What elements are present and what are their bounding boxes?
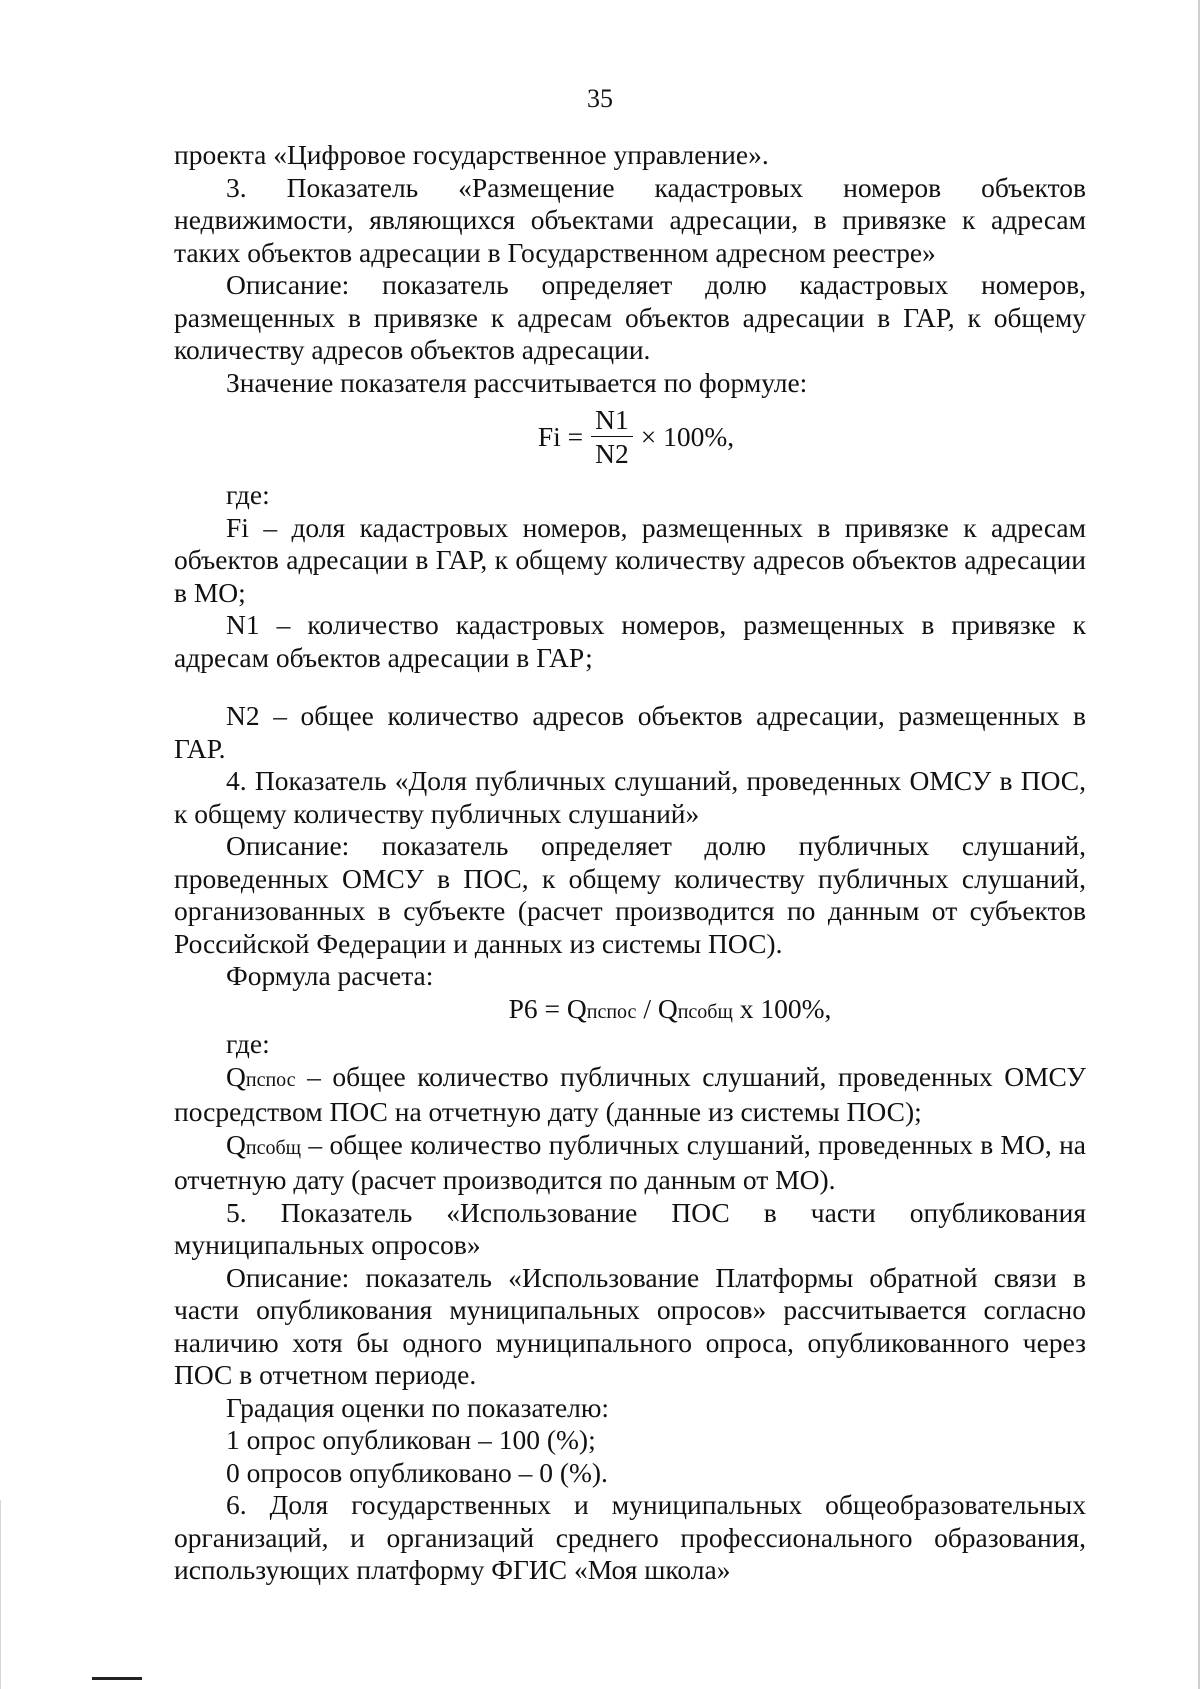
- paragraph: 0 опросов опубликовано – 0 (%).: [226, 1456, 608, 1488]
- paragraph: Описание: показатель определяет долю кадастровых номеров, размещенных в привязке к адресам объектов адресации в ГАР, к общему количеству адресов объектов адресации.: [174, 269, 1086, 365]
- paragraph: [174, 1129, 1086, 1197]
- page-number: 35: [587, 84, 613, 113]
- variable-symbol: Q: [226, 1060, 246, 1092]
- paragraph: 3. Показатель «Размещение кадастровых номеров объектов недвижимости, являющихся объектами адресации, в привязке к адресам таких объектов адресации в Государственном адресном реестре»: [174, 171, 1086, 268]
- where-label: где:: [226, 479, 270, 510]
- paragraph: [174, 1061, 1086, 1129]
- formula-fi: [174, 401, 1086, 473]
- paragraph: N2 – общее количество адресов объектов адресации, размещенных в ГАР.: [174, 700, 1086, 764]
- formula-subscript: пспос: [586, 1000, 637, 1023]
- formula-rhs: x 100%,: [732, 992, 832, 1024]
- formula-var: Q: [657, 992, 678, 1024]
- formula-lhs: P6 =: [508, 992, 567, 1024]
- variable-subscript: пспос: [245, 1068, 296, 1091]
- paragraph: Значение показателя рассчитывается по формуле:: [226, 366, 808, 398]
- variable-symbol: Q: [226, 1128, 246, 1160]
- paragraph: 4. Показатель «Доля публичных слушаний, проведенных ОМСУ в ПОС, к общему количеству публичных слушаний»: [174, 765, 1086, 829]
- formula-p6: [174, 993, 1086, 1029]
- formula-subscript: псобщ: [677, 1000, 733, 1023]
- scan-artifact: [0, 1500, 1, 1689]
- formula-rhs: × 100%,: [640, 420, 735, 452]
- paragraph: 6. Доля государственных и муниципальных общеобразовательных организаций, и организаций среднего профессионального образования, использующих платформу ФГИС «Моя школа»: [174, 1489, 1086, 1585]
- paragraph: Градация оценки по показателю:: [226, 1391, 610, 1423]
- variable-description: – общее количество публичных слушаний, проведенных ОМСУ посредством ПОС на отчетную дату (данные из системы ПОС);: [174, 1060, 1086, 1127]
- paragraph: проекта «Цифровое государственное управление».: [174, 139, 769, 170]
- document-body: [174, 139, 1086, 1587]
- paragraph: Fi – доля кадастровых номеров, размещенных в привязке к адресам объектов адресации в ГАР, к общему количеству адресов объектов адресации в МО;: [174, 511, 1086, 608]
- paragraph: 1 опрос опубликован – 100 (%);: [226, 1424, 596, 1455]
- paragraph: 5. Показатель «Использование ПОС в части опубликования муниципальных опросов»: [174, 1196, 1086, 1260]
- variable-description: – общее количество публичных слушаний, проведенных в МО, на отчетную дату (расчет производится по данным от МО).: [174, 1128, 1086, 1195]
- spacer: [174, 674, 1086, 700]
- formula-operator: /: [636, 992, 658, 1024]
- formula-numerator: N1: [591, 406, 633, 437]
- paragraph: Описание: показатель «Использование Платформы обратной связи в части опубликования муниципальных опросов» рассчитывается согласно наличию хотя бы одного муниципального опроса, опубликованного через ПОС в отчетном периоде.: [174, 1261, 1086, 1390]
- paragraph: Формула расчета:: [226, 960, 434, 991]
- paragraph: Описание: показатель определяет долю публичных слушаний, проведенных ОМСУ в ПОС, к общему количеству публичных слушаний, организованных в субъекте (расчет производится по данным от субъектов Российской Федерации и данных из системы ПОС).: [174, 830, 1086, 959]
- paragraph: N1 – количество кадастровых номеров, размещенных в привязке к адресам объектов адресации в ГАР;: [174, 609, 1086, 673]
- scan-artifact: [92, 1677, 142, 1680]
- formula-denominator: N2: [595, 438, 629, 469]
- where-label: где:: [226, 1028, 270, 1059]
- variable-subscript: псобщ: [245, 1136, 302, 1159]
- formula-lhs: Fi =: [537, 420, 584, 452]
- formula-fraction: [591, 406, 633, 468]
- formula-var: Q: [566, 992, 587, 1024]
